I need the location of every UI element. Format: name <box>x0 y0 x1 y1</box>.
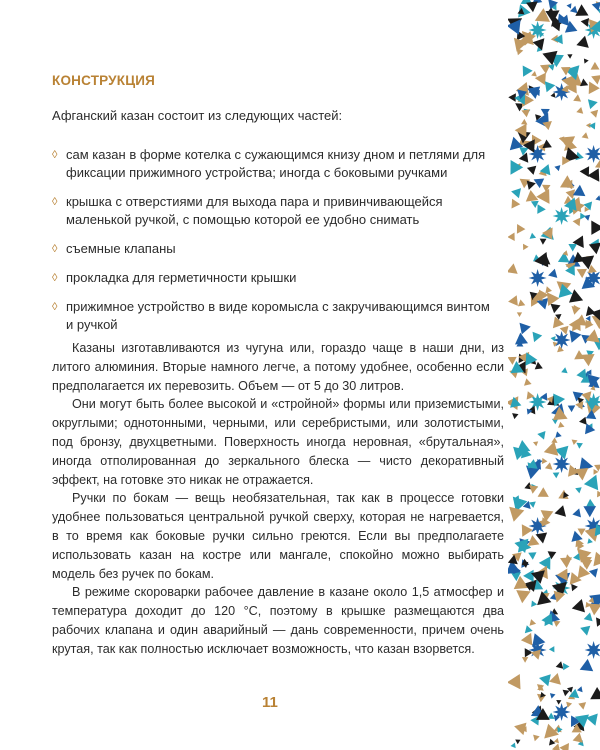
ornament-triangle <box>596 617 600 626</box>
ornament-triangle <box>549 646 555 652</box>
ornament-triangle <box>554 165 560 171</box>
ornament-triangle <box>595 195 600 201</box>
ornament-triangle <box>580 79 588 87</box>
ornament-triangle <box>554 34 563 44</box>
ornament-triangle <box>576 443 583 449</box>
ornament-triangle <box>595 160 600 168</box>
ornament-triangle <box>551 93 556 98</box>
ornament-triangle <box>517 224 526 234</box>
ornament-triangle <box>538 487 549 497</box>
list-item-line: прижимное устройство в виде коромысла с закручивающимся винтом <box>66 299 490 314</box>
ornament-triangle <box>572 306 581 315</box>
ornament-triangle <box>550 693 556 699</box>
ornament-triangle <box>569 289 583 302</box>
ornament-triangle <box>572 440 578 446</box>
body-text <box>52 339 504 659</box>
ornament-triangle <box>587 168 599 181</box>
diamond-bullet-icon: ◊ <box>52 196 58 208</box>
ornament-triangle <box>577 686 583 692</box>
ornament-triangle <box>584 613 593 622</box>
ornament-triangle <box>578 529 586 536</box>
ornament-triangle <box>563 690 570 697</box>
diamond-bullet-icon: ◊ <box>52 301 58 313</box>
ornament-triangle <box>525 625 533 633</box>
list-item-line: фиксации прижимного устройства; иногда с боковыми ручками <box>66 165 448 180</box>
paragraph: В режиме скороварки рабочее давление в казане около 1,5 атмосфер и температура доходит до 120 °C, поэтому в крышке размещаются два рабочих клапана и один аварийный — дань современности, причем очень крутая, так как полностью исключает возможность, что казан взорвется. <box>52 585 504 656</box>
ornament-triangle <box>587 538 593 544</box>
ornament-triangle <box>556 700 561 705</box>
ornament-triangle <box>586 499 595 507</box>
ornament-triangle <box>568 244 577 252</box>
ornament-triangle <box>556 661 564 669</box>
ornament-triangle <box>559 743 569 750</box>
list-item <box>52 146 504 182</box>
ornament-triangle <box>555 505 567 517</box>
ornament-triangle <box>518 299 525 306</box>
ornament-triangle <box>544 441 559 455</box>
ornament-triangle <box>584 475 598 491</box>
list-item <box>52 193 504 229</box>
ornament-triangle <box>576 107 583 114</box>
ornament-triangle <box>563 663 569 670</box>
ornament-triangle <box>512 413 518 419</box>
ornament-star <box>553 455 571 473</box>
ornament-triangle <box>593 552 600 567</box>
ornament-triangle <box>590 110 598 118</box>
ornament-triangle <box>533 735 540 742</box>
ornament-triangle <box>508 233 515 242</box>
ornament-triangle <box>573 94 581 101</box>
ornament-triangle <box>589 243 600 255</box>
ornament-triangle <box>590 687 600 699</box>
ornament-triangle <box>553 394 565 407</box>
list-item <box>52 269 504 287</box>
ornament-triangle <box>535 8 550 22</box>
ornament-triangle <box>583 506 596 517</box>
ornament-star <box>585 145 600 163</box>
ornament-triangle <box>589 568 598 577</box>
diamond-bullet-icon: ◊ <box>52 272 58 284</box>
page-number: 11 <box>262 694 278 711</box>
ornament-triangle <box>535 362 543 370</box>
list-item <box>52 298 504 334</box>
ornament-star <box>553 207 571 225</box>
list-item-line: сам казан в форме котелка с сужающимся книзу дном и петлями для <box>66 147 486 162</box>
ornament-triangle <box>515 333 528 345</box>
ornament-triangle <box>523 570 534 582</box>
ornament-triangle <box>584 59 589 64</box>
list-item-line: крышка с отверстиями для выхода пара и привинчивающейся <box>66 194 443 209</box>
diamond-bullet-icon: ◊ <box>52 149 58 161</box>
list-item-line: прокладка для герметичности крышки <box>66 270 297 285</box>
ornament-triangle <box>516 590 530 603</box>
ornament-triangle <box>572 599 585 612</box>
ornament-triangle <box>578 702 586 710</box>
ornament-triangle <box>554 621 561 627</box>
ornament-triangle <box>521 633 532 646</box>
ornament-triangle <box>567 3 572 8</box>
ornament-triangle <box>573 733 583 743</box>
ornament-triangle <box>549 739 555 746</box>
ornament-triangle <box>568 405 576 412</box>
ornament-triangle <box>537 204 546 214</box>
ornament-triangle <box>549 673 561 685</box>
ornament-triangle <box>511 160 524 175</box>
ornament-triangle <box>581 354 595 366</box>
ornament-triangle <box>588 99 598 109</box>
ornament-triangle <box>517 312 522 317</box>
list-item <box>52 240 504 258</box>
ornament-triangle <box>512 199 521 209</box>
ornament-triangle <box>530 619 537 626</box>
ornament-triangle <box>531 71 537 77</box>
list-item-line: маленькой ручкой, с помощью которой ее удобно снимать <box>66 212 420 227</box>
ornament-triangle <box>561 367 567 373</box>
ornament-triangle <box>545 462 553 469</box>
ornament-triangle <box>591 75 600 85</box>
ornament-triangle <box>576 36 588 48</box>
ornament-triangle <box>537 431 545 440</box>
ornament-triangle <box>557 346 564 353</box>
list-item-line: и ручкой <box>66 317 118 332</box>
ornament-star <box>553 331 571 349</box>
ornament-triangle <box>526 190 539 202</box>
ornament-triangle <box>528 552 536 560</box>
ornament-triangle <box>511 743 516 749</box>
ornament-triangle <box>589 82 600 95</box>
ornament-triangle <box>560 557 572 568</box>
ornament-triangle <box>514 723 526 736</box>
ornament-triangle <box>527 166 536 175</box>
ornament-triangle <box>540 239 547 245</box>
ornament-triangle <box>591 62 600 70</box>
ornament-triangle <box>576 369 586 380</box>
diamond-bullet-icon: ◊ <box>52 243 58 255</box>
geometric-ornament-border <box>508 0 600 750</box>
ornament-triangle <box>584 215 590 221</box>
ornament-triangle <box>530 233 537 239</box>
ornament-triangle <box>532 633 545 647</box>
ornament-triangle <box>511 188 521 198</box>
ornament-triangle <box>517 440 531 453</box>
ornament-triangle <box>552 744 560 750</box>
ornament-triangle <box>508 263 518 274</box>
ornament-triangle <box>558 422 564 428</box>
ornament-triangle <box>521 109 530 117</box>
ornament-triangle <box>508 295 518 306</box>
ornament-triangle <box>551 304 561 313</box>
ornament-triangle <box>523 244 529 250</box>
parts-list <box>52 146 504 345</box>
ornament-triangle <box>523 66 533 77</box>
ornament-triangle <box>579 417 587 425</box>
ornament-triangle <box>515 740 520 745</box>
ornament-triangle <box>575 4 588 16</box>
ornament-triangle <box>580 626 590 636</box>
ornament-triangle <box>575 487 582 493</box>
ornament-star <box>529 269 547 287</box>
ornament-triangle <box>573 218 581 227</box>
ornament-triangle <box>524 378 532 385</box>
ornament-triangle <box>577 269 587 278</box>
ornament-triangle <box>531 601 537 608</box>
paragraph: Ручки по бокам — вещь необязательная, так как в процессе готовки удобнее пользоваться центральной ручкой сверху, которая не нагревается, в то время как боковые ручки сильно греются. Если вы предполагаете использовать казан на костре или мангале, спокойно можно выбирать модель без ручек по бокам. <box>52 491 504 581</box>
ornament-triangle <box>539 674 551 686</box>
ornament-triangle <box>547 292 559 306</box>
ornament-triangle <box>569 330 581 343</box>
ornament-triangle <box>548 269 557 278</box>
ornament-triangle <box>509 507 524 522</box>
ornament-triangle <box>574 350 585 359</box>
intro-text: Афганский казан состоит из следующих частей: <box>52 108 343 123</box>
ornament-triangle <box>553 472 560 478</box>
section-heading: КОНСТРУКЦИЯ <box>52 73 156 88</box>
ornament-triangle <box>580 659 594 671</box>
ornament-star <box>585 641 600 659</box>
ornament-triangle <box>508 93 516 102</box>
ornament-triangle <box>545 81 556 92</box>
ornament-triangle <box>572 508 581 517</box>
ornament-triangle <box>567 54 572 59</box>
ornament-triangle <box>580 213 586 220</box>
ornament-triangle <box>571 584 578 591</box>
ornament-triangle <box>529 485 538 494</box>
ornament-triangle <box>539 32 545 38</box>
ornament-triangle <box>592 2 600 11</box>
ornament-triangle <box>578 565 591 578</box>
ornament-triangle <box>580 166 590 177</box>
ornament-triangle <box>535 73 546 85</box>
ornament-triangle <box>573 553 580 561</box>
ornament-triangle <box>527 181 536 190</box>
ornament-triangle <box>555 431 561 437</box>
ornament-triangle <box>533 332 543 342</box>
ornament-triangle <box>545 286 552 293</box>
ornament-triangle <box>508 674 521 689</box>
ornament-triangle <box>591 221 600 235</box>
ornament-triangle <box>581 18 589 27</box>
ornament-triangle <box>522 657 528 663</box>
paragraph: Они могут быть более высокой и «стройной» формы или приземистыми, округлыми; однотонными, черными, или серебристыми, или золотистыми, под бронзу, двухцветными. Поверхность иногда неровная, «брутальная», иногда отполированная до зеркального блеска — чисто декоративный эффект, на готовке это никак не отражается. <box>52 397 504 487</box>
ornament-triangle <box>554 738 559 743</box>
ornament-triangle <box>551 336 556 341</box>
ornament-triangle <box>520 323 531 335</box>
ornament-triangle <box>533 441 538 446</box>
paragraph: Казаны изготавливаются из чугуна или, гораздо чаще в наши дни, из литого алюминия. Вторые намного легче, а потому удобнее, особенно если предполагается их перевозить. Объем — от 5 до 30 литров. <box>52 341 504 393</box>
ornament-triangle <box>542 458 548 464</box>
list-item-line: съемные клапаны <box>66 241 176 256</box>
ornament-triangle <box>582 132 589 139</box>
